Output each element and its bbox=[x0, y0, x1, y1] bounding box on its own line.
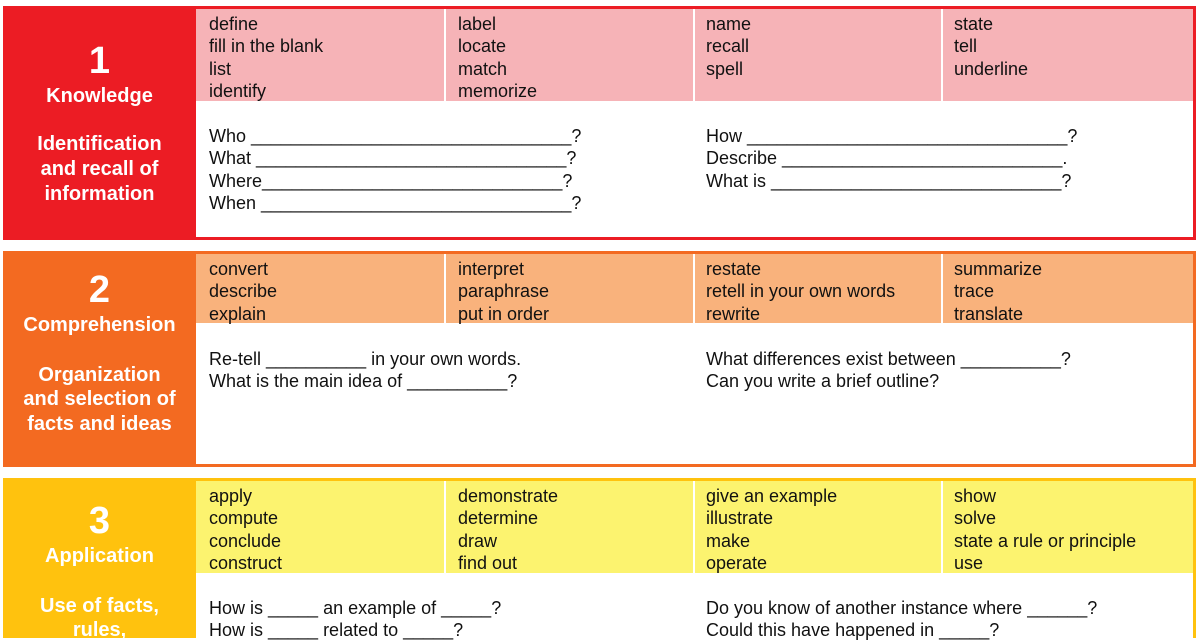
verb-item: explain bbox=[209, 303, 267, 324]
question-stem: How is _____ related to _____? bbox=[209, 620, 464, 641]
level-name: Application bbox=[45, 545, 154, 567]
question-stem: Re-tell __________ in your own words. bbox=[209, 349, 522, 369]
level-name: Knowledge bbox=[46, 85, 153, 107]
verb-item: restate bbox=[706, 259, 762, 279]
level-description-line: and selection of bbox=[23, 388, 176, 410]
column-divider bbox=[693, 9, 695, 101]
verb-item: locate bbox=[458, 36, 507, 57]
question-stem: Can you write a brief outline? bbox=[706, 371, 940, 392]
question-stems-left bbox=[209, 348, 521, 393]
level-label-panel bbox=[3, 251, 196, 467]
verb-item: identify bbox=[209, 80, 267, 101]
question-stem: Do you know of another instance where ______? bbox=[706, 598, 1098, 618]
verb-column bbox=[209, 258, 277, 325]
verb-item: give an example bbox=[706, 486, 838, 506]
verb-item: fill in the blank bbox=[209, 36, 324, 57]
level-description-line: and recall of bbox=[40, 158, 159, 180]
column-divider bbox=[941, 481, 943, 573]
verb-item: recall bbox=[706, 36, 750, 57]
verb-item: paraphrase bbox=[458, 281, 550, 302]
question-stem: Could this have happened in _____? bbox=[706, 620, 1000, 641]
question-stems-right bbox=[706, 125, 1077, 192]
level-description-line: rules, bbox=[72, 619, 127, 641]
verb-band bbox=[196, 9, 1193, 101]
verb-column bbox=[458, 13, 537, 102]
verb-item: memorize bbox=[458, 80, 538, 101]
level-description-line: facts and ideas bbox=[27, 413, 172, 435]
verb-column bbox=[458, 258, 549, 325]
level-1-knowledge bbox=[3, 6, 1196, 240]
verb-band bbox=[196, 481, 1193, 573]
level-description-line: information bbox=[44, 183, 155, 205]
question-stem: When _______________________________? bbox=[209, 192, 582, 213]
verb-item: rewrite bbox=[706, 303, 761, 324]
level-number: 1 bbox=[88, 40, 111, 82]
level-number: 3 bbox=[88, 500, 111, 542]
verb-item: make bbox=[706, 530, 751, 551]
column-divider bbox=[693, 481, 695, 573]
verb-column bbox=[209, 485, 282, 574]
verb-item: state a rule or principle bbox=[954, 530, 1137, 551]
level-content-panel bbox=[196, 478, 1196, 641]
question-stem: What _______________________________? bbox=[209, 148, 577, 169]
question-stem: What is the main idea of __________? bbox=[209, 371, 518, 392]
verb-column bbox=[954, 258, 1042, 325]
verb-item: illustrate bbox=[706, 508, 774, 529]
verb-item: name bbox=[706, 14, 752, 34]
question-stem: Where______________________________? bbox=[209, 170, 573, 191]
level-content-panel bbox=[196, 251, 1196, 467]
column-divider bbox=[444, 254, 446, 323]
verb-item: put in order bbox=[458, 303, 550, 324]
verb-item: describe bbox=[209, 281, 278, 302]
level-content-panel bbox=[196, 6, 1196, 240]
verb-item: interpret bbox=[458, 259, 525, 279]
verb-item: construct bbox=[209, 552, 283, 573]
question-stem: What is _____________________________? bbox=[706, 170, 1072, 191]
verb-item: translate bbox=[954, 303, 1024, 324]
level-description-line: Use of facts, bbox=[40, 595, 159, 617]
verb-item: operate bbox=[706, 552, 768, 573]
verb-item: match bbox=[458, 58, 508, 79]
verb-column bbox=[706, 485, 837, 574]
verb-band bbox=[196, 254, 1193, 323]
verb-item: find out bbox=[458, 552, 518, 573]
verb-item: underline bbox=[954, 58, 1029, 79]
verb-item: list bbox=[209, 58, 231, 79]
level-label-panel bbox=[3, 6, 196, 240]
question-stems-right bbox=[706, 348, 1071, 393]
verb-column bbox=[954, 485, 1136, 574]
question-stem: Describe ____________________________. bbox=[706, 148, 1068, 169]
verb-item: retell in your own words bbox=[706, 281, 896, 302]
column-divider bbox=[693, 254, 695, 323]
verb-item: tell bbox=[954, 36, 978, 57]
verb-item: spell bbox=[706, 58, 744, 79]
verb-item: demonstrate bbox=[458, 486, 559, 506]
verb-item: state bbox=[954, 14, 994, 34]
verb-item: solve bbox=[954, 508, 997, 529]
level-name: Comprehension bbox=[23, 314, 176, 336]
column-divider bbox=[941, 254, 943, 323]
verb-column bbox=[706, 13, 751, 80]
column-divider bbox=[941, 9, 943, 101]
question-stem: What differences exist between __________? bbox=[706, 349, 1071, 369]
verb-column bbox=[954, 13, 1028, 80]
question-stem: Who ________________________________? bbox=[209, 126, 582, 146]
verb-column bbox=[706, 258, 895, 325]
verb-item: label bbox=[458, 14, 497, 34]
question-stem: How ________________________________? bbox=[706, 126, 1078, 146]
question-stem: How is _____ an example of _____? bbox=[209, 598, 502, 618]
verb-item: trace bbox=[954, 281, 995, 302]
verb-item: convert bbox=[209, 259, 269, 279]
verb-column bbox=[209, 13, 323, 102]
verb-item: determine bbox=[458, 508, 539, 529]
question-stems-left bbox=[209, 597, 501, 642]
verb-item: apply bbox=[209, 486, 253, 506]
level-number: 2 bbox=[88, 269, 111, 311]
question-stems-right bbox=[706, 597, 1097, 642]
column-divider bbox=[444, 9, 446, 101]
level-2-comprehension bbox=[3, 251, 1196, 467]
level-description-line: Identification bbox=[37, 133, 162, 155]
question-stems-left bbox=[209, 125, 581, 214]
verb-item: summarize bbox=[954, 259, 1043, 279]
verb-item: conclude bbox=[209, 530, 282, 551]
verb-item: use bbox=[954, 552, 984, 573]
level-description-line: Organization bbox=[38, 364, 161, 386]
column-divider bbox=[444, 481, 446, 573]
verb-column bbox=[458, 485, 558, 574]
level-3-application bbox=[3, 478, 1196, 641]
verb-item: show bbox=[954, 486, 997, 506]
level-label-panel bbox=[3, 478, 196, 641]
verb-item: compute bbox=[209, 508, 279, 529]
verb-item: draw bbox=[458, 530, 498, 551]
verb-item: define bbox=[209, 14, 259, 34]
